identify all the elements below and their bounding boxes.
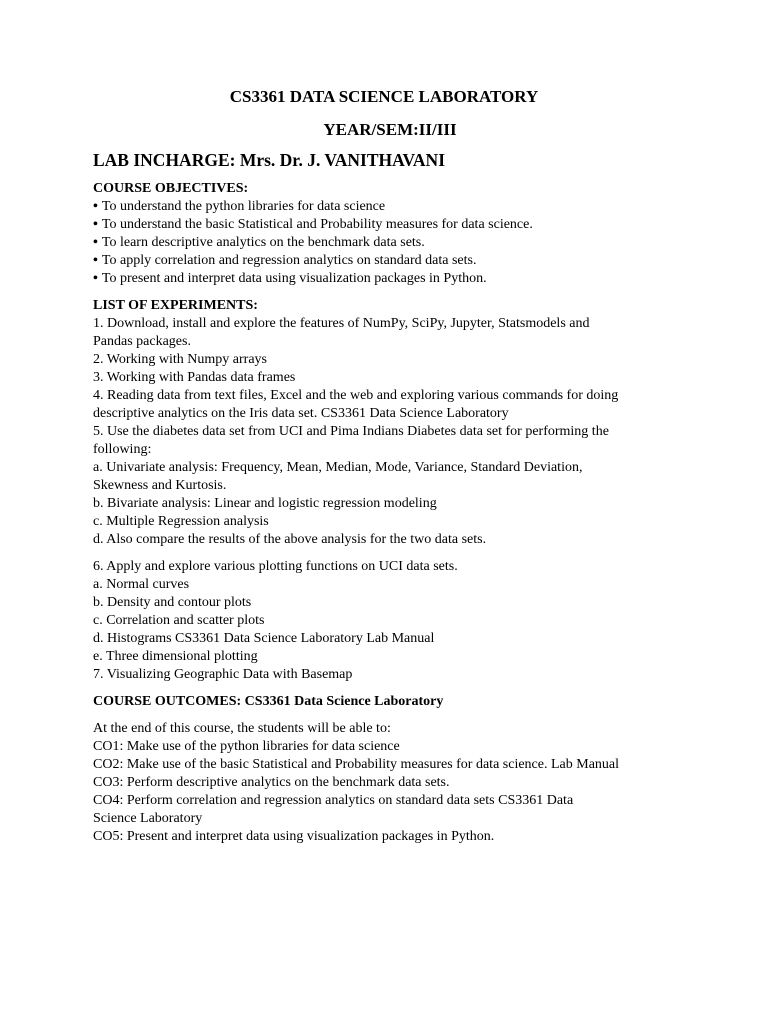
experiment-line: 6. Apply and explore various plotting functions on UCI data sets. xyxy=(93,559,458,574)
experiment-line: a. Univariate analysis: Frequency, Mean, Median, Mode, Variance, Standard Deviation, xyxy=(93,460,583,475)
objective-item: • To learn descriptive analytics on the benchmark data sets. xyxy=(93,234,693,252)
experiment-line: 5. Use the diabetes data set from UCI and Pima Indians Diabetes data set for performing the xyxy=(93,424,609,439)
experiment-line: c. Multiple Regression analysis xyxy=(93,514,269,529)
objective-item: • To understand the python libraries for data science xyxy=(93,198,693,216)
experiment-line: Pandas packages. xyxy=(93,334,191,349)
experiment-line: d. Histograms CS3361 Data Science Laboratory Lab Manual xyxy=(93,631,435,646)
experiment-line: 3. Working with Pandas data frames xyxy=(93,370,296,385)
objective-item: • To understand the basic Statistical and Probability measures for data science. xyxy=(93,216,693,234)
outcome-line: At the end of this course, the students will be able to: xyxy=(93,721,391,736)
experiment-line: Skewness and Kurtosis. xyxy=(93,478,227,493)
experiments-list xyxy=(93,315,693,549)
experiment-line: b. Density and contour plots xyxy=(93,595,252,610)
experiment-line: 1. Download, install and explore the features of NumPy, SciPy, Jupyter, Statsmodels and xyxy=(93,316,590,331)
experiment-line: a. Normal curves xyxy=(93,577,190,592)
experiment-line: 4. Reading data from text files, Excel and the web and exploring various commands for doing xyxy=(93,388,619,403)
outcome-line: CO3: Perform descriptive analytics on the benchmark data sets. xyxy=(93,775,450,790)
document-title: CS3361 DATA SCIENCE LABORATORY xyxy=(229,87,539,106)
document-body xyxy=(93,180,693,846)
outcome-line: Science Laboratory xyxy=(93,811,203,826)
experiment-line: descriptive analytics on the Iris data set. CS3361 Data Science Laboratory xyxy=(93,406,509,421)
experiment-line: following: xyxy=(93,442,152,457)
objective-item: • To apply correlation and regression analytics on standard data sets. xyxy=(93,252,693,270)
objective-item: • To present and interpret data using visualization packages in Python. xyxy=(93,270,693,288)
year-semester: YEAR/SEM:II/III xyxy=(323,120,457,139)
objectives-heading: COURSE OBJECTIVES: xyxy=(93,181,249,196)
outcome-line: CO5: Present and interpret data using visualization packages in Python. xyxy=(93,829,495,844)
experiment-line: 7. Visualizing Geographic Data with Basemap xyxy=(93,667,353,682)
experiment-line: b. Bivariate analysis: Linear and logistic regression modeling xyxy=(93,496,437,511)
experiment-line: c. Correlation and scatter plots xyxy=(93,613,265,628)
experiment-line: 2. Working with Numpy arrays xyxy=(93,352,267,367)
experiments-heading: LIST OF EXPERIMENTS: xyxy=(93,298,258,313)
lab-incharge: LAB INCHARGE: Mrs. Dr. J. VANITHAVANI xyxy=(93,150,445,170)
objectives-list xyxy=(93,198,693,288)
outcome-line: CO1: Make use of the python libraries for data science xyxy=(93,739,400,754)
experiments-list-continued xyxy=(93,558,693,684)
experiment-line: e. Three dimensional plotting xyxy=(93,649,258,664)
experiment-line: d. Also compare the results of the above analysis for the two data sets. xyxy=(93,532,487,547)
outcome-line: CO4: Perform correlation and regression analytics on standard data sets CS3361 Data xyxy=(93,793,574,808)
outcomes-heading: COURSE OUTCOMES: CS3361 Data Science Laboratory xyxy=(93,694,444,709)
outcome-line: CO2: Make use of the basic Statistical and Probability measures for data science. Lab Manual xyxy=(93,757,620,772)
outcomes-list xyxy=(93,720,693,846)
